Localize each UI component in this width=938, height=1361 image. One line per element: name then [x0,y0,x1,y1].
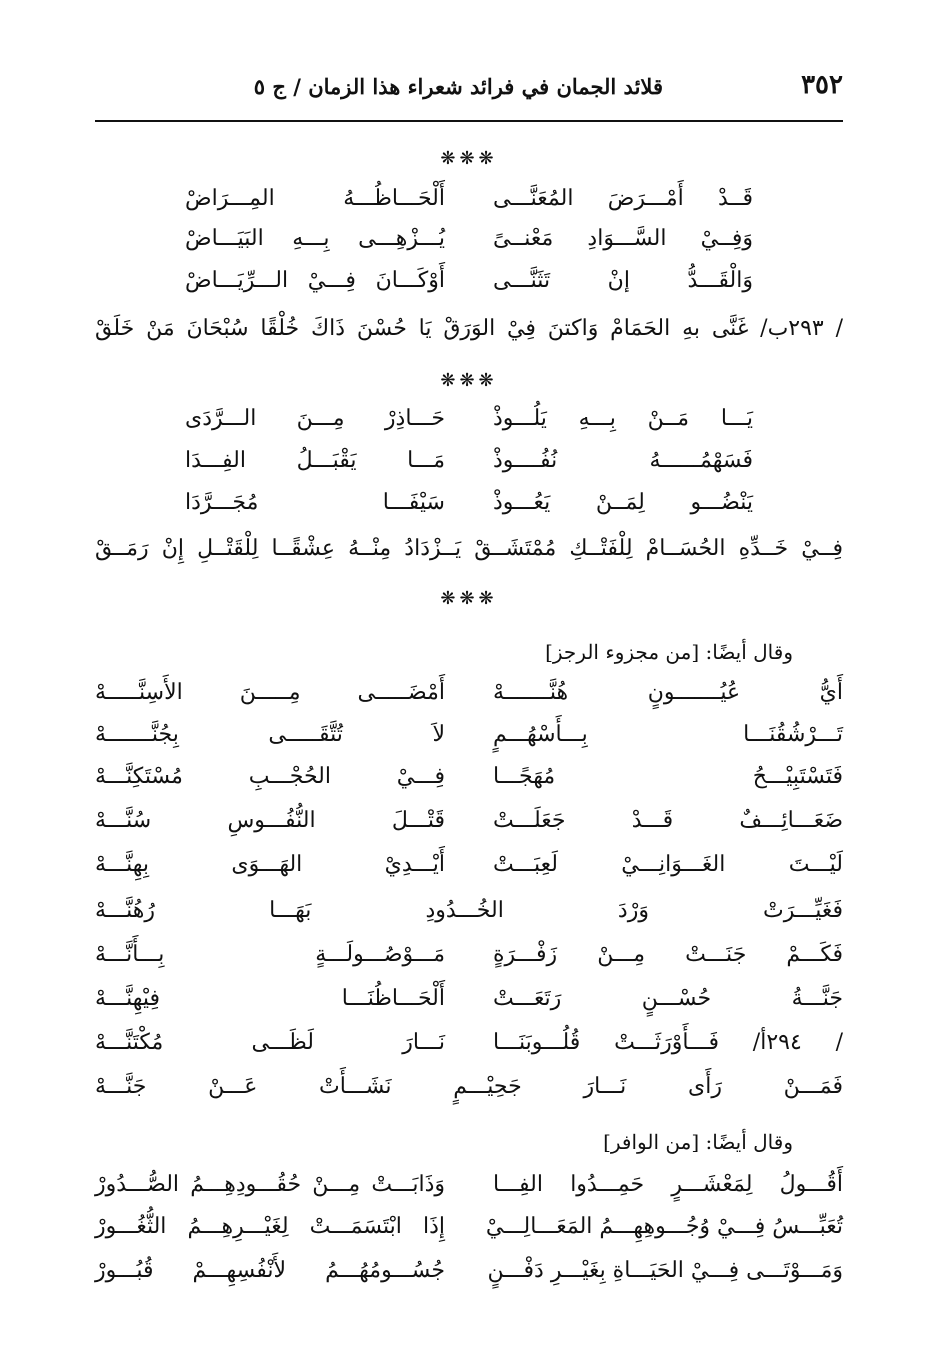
verse-line [95,448,843,484]
first-hemistich: تُعَبِّـــسُ فِـــيْ وُجُـــوهِهِـــمُ المَعَـــالِـــيْ [485,1214,843,1239]
first-hemistich: أَقُـــولُ لِمَعْشَـــرٍ حَمِـــدُوا الفِـــا [493,1172,843,1197]
section-separator: ❋❋❋ [440,148,498,169]
second-hemistich: أَيْـــدِيْ الهَـــوَى بِهِنَّـــهْ [95,852,445,877]
verse-line [95,1172,843,1208]
second-hemistich: فِـــيْ الحُجْـــبِ مُسْتَكِنَّـــهْ [95,764,445,789]
section-separator: ❋❋❋ [440,370,498,391]
poem-intro: وقال أيضًا: [من مجزوء الرجز] [545,640,793,664]
section-separator: ❋❋❋ [440,588,498,609]
first-hemistich: وَالْقَـــدُّ إنْ تَثَنَّـــى [493,268,753,293]
page-header [95,58,843,118]
second-hemistich: لاَ تُتَّقَـــــى بِجُنَّـــــــهْ [95,722,445,747]
second-hemistich: إِذَا ابْتَسَمَـــتْ لِغَيْـــرِهِـــمُ الثُّغُـــورْ [95,1214,445,1239]
second-hemistich: أَوْكَـــانَ فِـــيْ الـــرِّيَـــاضْ [185,268,445,293]
verse-line [95,406,843,442]
verse-line [95,986,843,1022]
first-hemistich: يَنْضُـــو لِمَــنْ يَعُـــوذْ [493,490,753,515]
first-hemistich: يَـــا مَــنْ بِـــهِ يَلُـــوذْ [493,406,753,431]
full-verse-line: فَمَـــنْ رَأَى نَـــارَ جَحِيْـــمٍ نَشَـــأَتْ عَـــنْ جَنَّـــهْ [95,1074,843,1099]
second-hemistich: سَيْفَـــا مُجَـــرَّدَا [185,490,445,515]
second-hemistich: يُـــزْهِـــى بِـــهِ البَيَـــاضْ [185,226,445,251]
first-hemistich: قَــدْ أَمْـــرَضَ المُعَنَّـــى [493,186,753,211]
verse-line [95,490,843,526]
verse-line [95,1258,843,1294]
full-verse-line: فَغَيِّـــرَتْ وَرْدَ الخُـــدُودِ بَهَـــا رُهُنَّـــهْ [95,898,843,923]
first-hemistich: وَمَـــوْتَـــى فِـــيْ الحَيَـــاةِ بِغَيْـــرِ دَفْـــنٍ [487,1258,843,1283]
verse-line [95,186,843,222]
second-hemistich: قَتْـــلَ النُّفُـــوسِ سُنَّـــهْ [95,808,445,833]
second-hemistich: أَمْضَـــــى مِـــــنَ الأَسِنَّـــــهْ [95,680,445,705]
second-hemistich: حَـــاذِرْ مِـــنَ الـــرَّدَى [185,406,445,431]
verse-line [95,852,843,888]
full-verse-line: / ٢٩٣ب/ غَنَّى بهِ الحَمَامْ وَاكتنَ فِيْ الوَرَقْ يَا حُسْنَ ذَاكَ خُلْقًا سُبْحَانَ مَنْ خَلَقْ [95,316,844,341]
first-hemistich: فَسَهْمُــــــهُ نُفُــــوذْ [493,448,753,473]
first-hemistich: / ٢٩٤أ/ فَـــأَوْرَثَـــتْ قُلُـــوبَنَـــا [493,1030,844,1055]
verse-line [95,226,843,262]
full-verse-line: فِــيْ خَــدِّهِ الحُسَــامْ لِلْفَتْــكِ مُمْتَشَــقْ يَــزْدَادُ مِنْــهُ عِشْقًــا لِلْقَتْــلِ إِنْ رَمَــقْ [95,536,843,561]
first-hemistich: لَيْـــتَ الغَـــوَانِـــيْ لَعِبَـــتْ [493,852,843,877]
header-rule [95,120,843,122]
verse-line [95,764,843,800]
first-hemistich: تَـــرْشُقُنَـــا بِـــأَسْهُـــمٍ [493,722,843,747]
first-hemistich: وَفِــيْ السَّـــوَادِ مَعْنــىً [493,226,753,251]
running-title: قلائد الجمان في فرائد شعراء هذا الزمان / ج ٥ [253,74,663,99]
first-hemistich: ضَعَـــائِـــفٌ قَـــدْ جَعَلَـــتْ [493,808,843,833]
first-hemistich: فَكَـــمْ جَنَـــتْ مِـــنْ زَفْـــرَةٍ [493,942,843,967]
verse-line [95,942,843,978]
poem-intro: وقال أيضًا: [من الوافر] [603,1130,793,1154]
second-hemistich: جُسُـــومُهُـــمُ لأَنْفُسِهِـــمْ قُبُـــورْ [95,1258,445,1283]
second-hemistich: نَـــارَ لَظَـــى مُكْتَنَّـــهْ [95,1030,445,1055]
second-hemistich: أَلْحَـــاظُنَـــا فِيْهِنَّـــهْ [95,986,445,1011]
second-hemistich: مَـــا يَقْبَـــلُ الفِـــدَا [185,448,445,473]
page-number: ٣٥٢ [801,70,843,100]
verse-line [95,1214,843,1250]
second-hemistich: مَـــوْصُـــولَـــةٍ بِـــأَنَّـــهْ [95,942,445,967]
verse-line [95,1030,843,1066]
verse-line [95,268,843,304]
verse-line [95,680,843,716]
second-hemistich: وَذَابَـــتْ مِـــنْ حُقُـــودِهِـــمُ الصُّـــدُورْ [95,1172,445,1197]
first-hemistich: جَنَّـــةُ حُسْـــنٍ رَتَعَـــتْ [493,986,843,1011]
first-hemistich: أَيُّ عُيُـــــــونٍ هُنَّـــــــهْ [493,680,843,705]
first-hemistich: فَتَسْتَبِيْـــحُ مُهَجًـــا [493,764,843,789]
verse-line [95,722,843,758]
second-hemistich: أَلْحَـــاظُـــهُ المِـــرَاضْ [185,186,445,211]
verse-line [95,808,843,844]
